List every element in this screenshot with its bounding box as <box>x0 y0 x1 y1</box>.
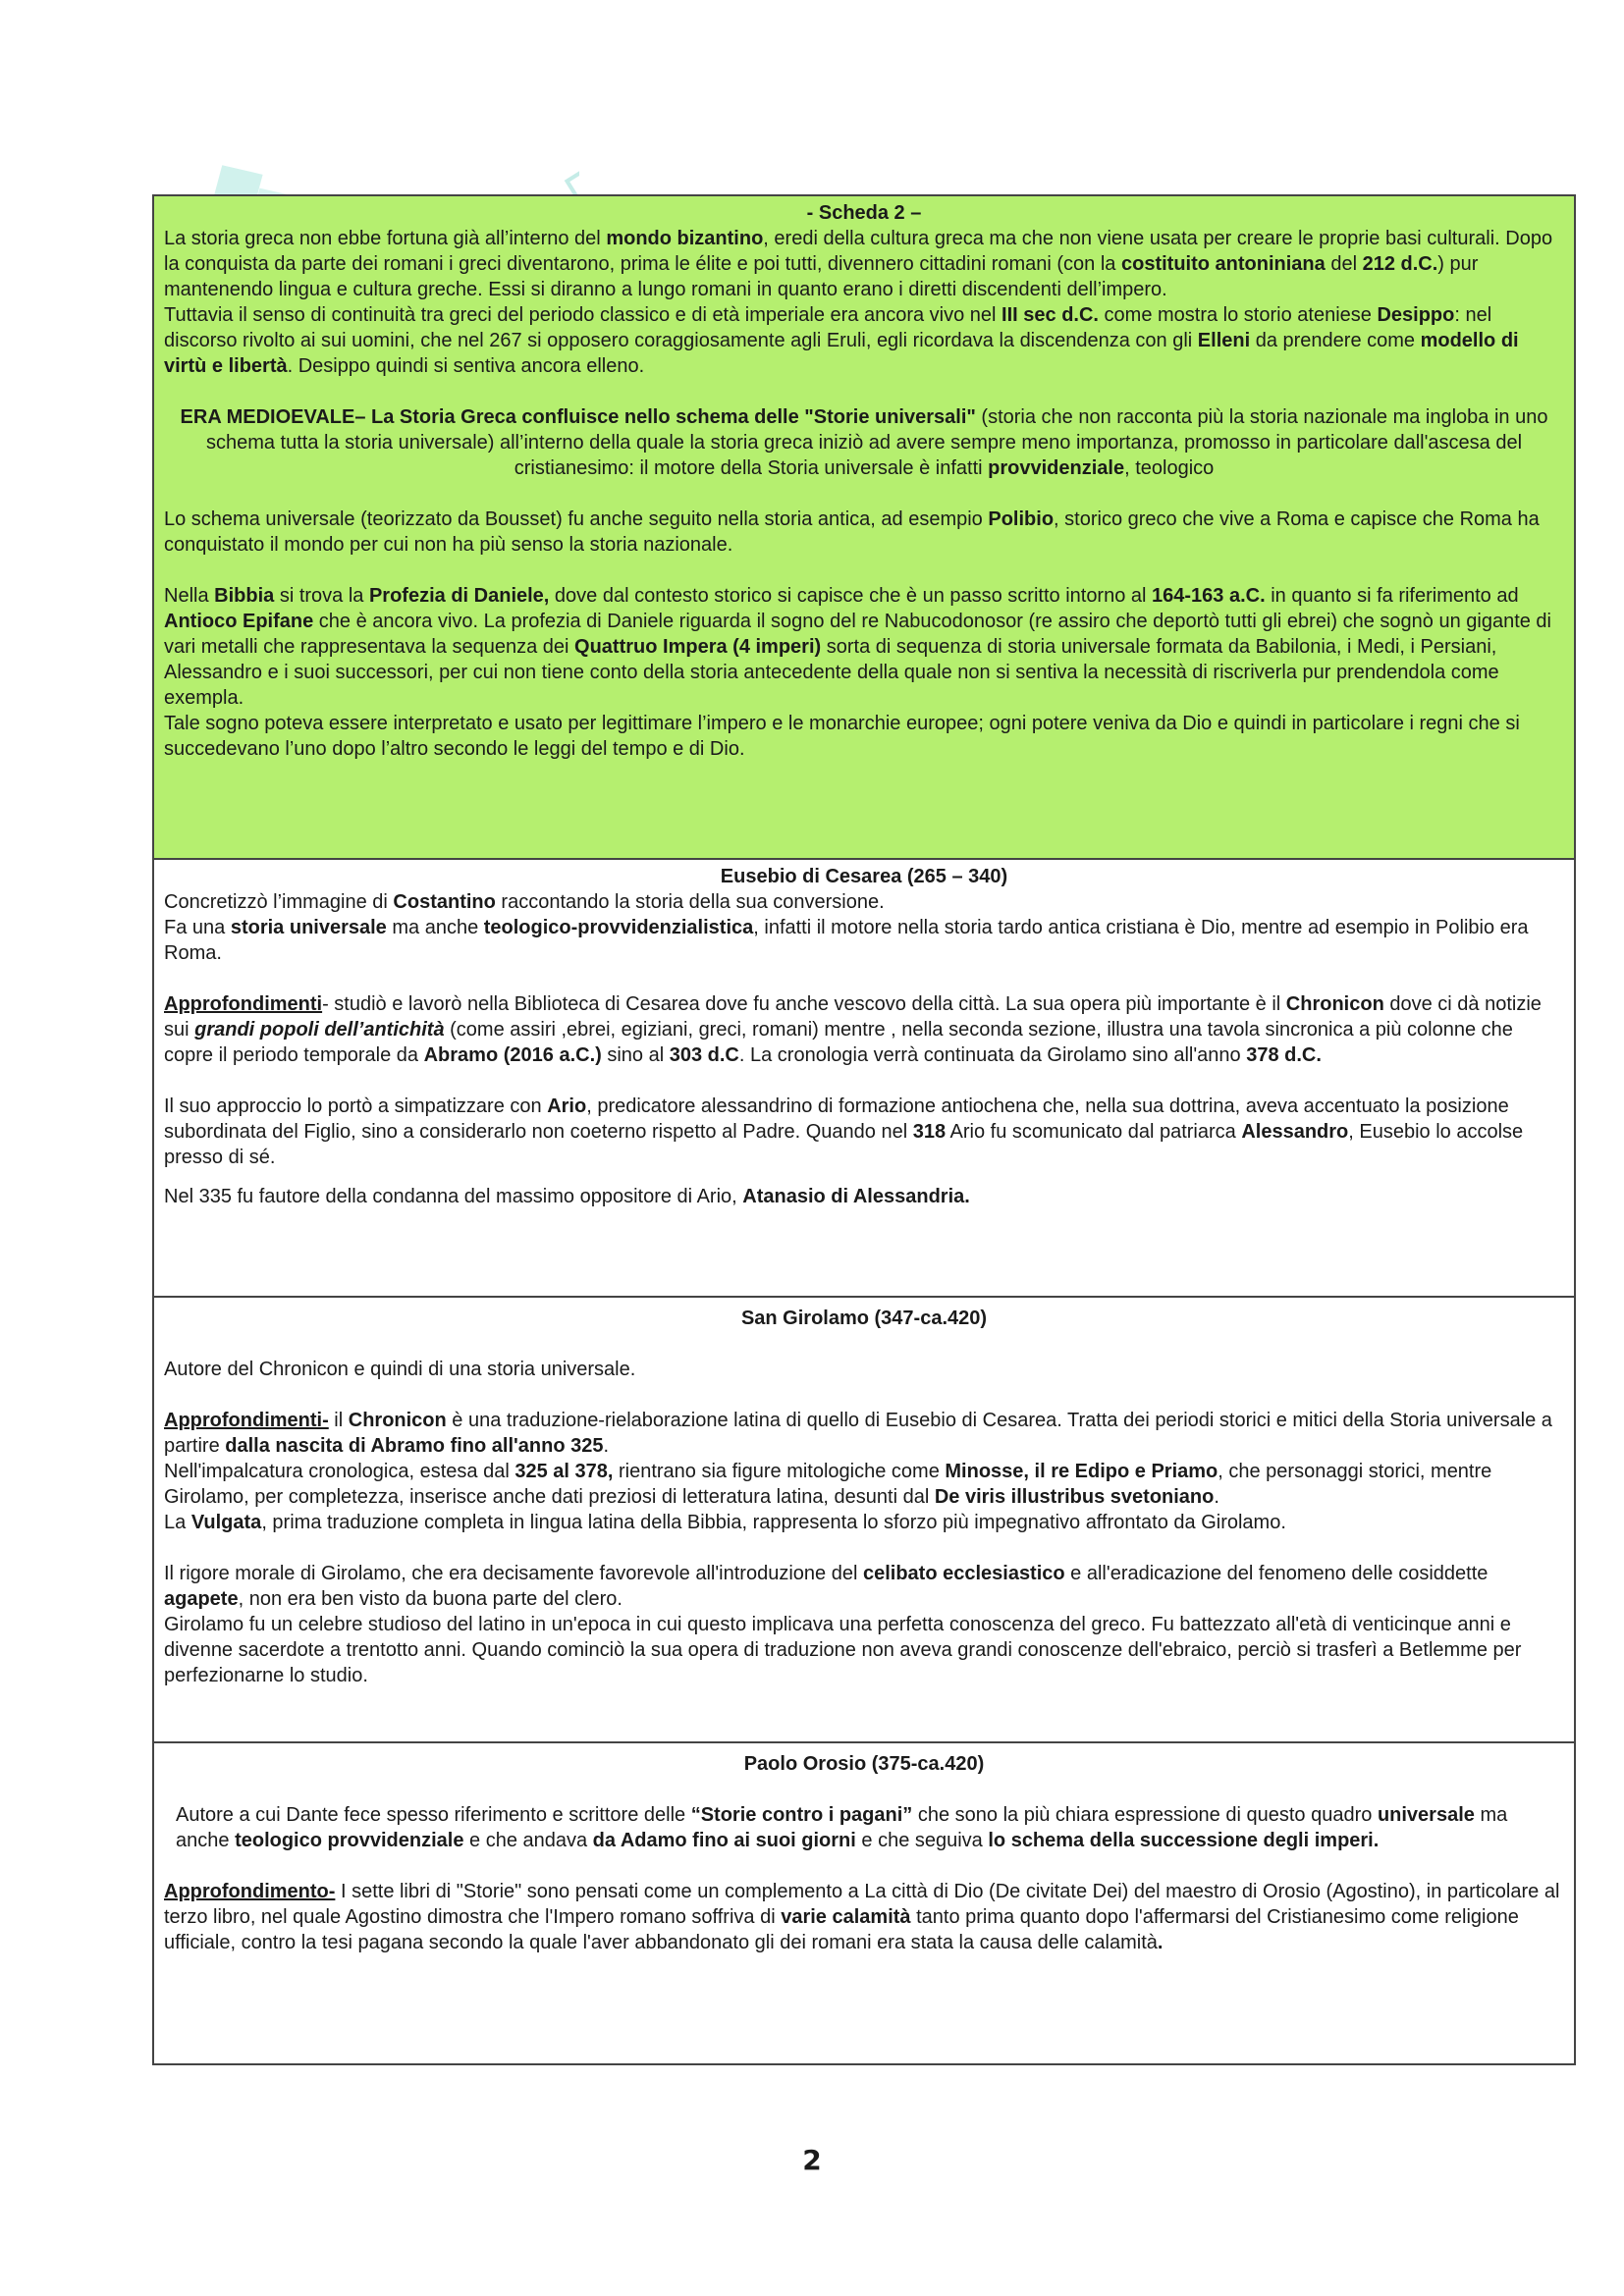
section-scheda-2 <box>154 196 1574 858</box>
paragraph: La storia greca non ebbe fortuna già all’interno del mondo bizantino, eredi della cultura greca ma che non viene usata per creare le proprie basi culturali. Dopo la conquista da parte dei romani i greci diventarono, prima le élite e poi tutti, divennero cittadini romani (con la costituito antoniniana del 212 d.C.) pur mantenendo lingua e cultura greche. Essi si diranno a lungo romani in quanto erano i diretti discendenti dell’impero. <box>164 228 1553 300</box>
paragraph: Nella Bibbia si trova la Profezia di Daniele, dove dal contesto storico si capisce che è un passo scritto intorno al 164-163 a.C. in quanto si fa riferimento ad Antioco Epifane che è ancora vivo. La profezia di Daniele riguarda il sogno del re Nabucodonosor (re assiro che deportò tutti gli ebrei) che sognò un gigante di vari metalli che rappresentava la sequenza dei Quattruo Impera (4 imperi) sorta di sequenza di storia universale formata da Babilonia, i Medi, i Persiani, Alessandro e i suoi successori, per cui non tiene conto della storia antecedente della quale non si sentiva la necessità di riscriverla pur prendendola come exempla. <box>164 585 1551 709</box>
paragraph: Fa una storia universale ma anche teologico-provvidenzialistica, infatti il motore nella storia tardo antica cristiana è Dio, mentre ad esempio in Polibio era Roma. <box>164 917 1529 964</box>
paragraph: Autore del Chronicon e quindi di una storia universale. <box>164 1359 636 1380</box>
section-paolo-orosio <box>154 1741 1574 2063</box>
section-heading: Eusebio di Cesarea (265 – 340) <box>720 866 1008 887</box>
paragraph: La Vulgata, prima traduzione completa in lingua latina della Bibbia, rappresenta lo sforzo più impegnativo affrontato da Girolamo. <box>164 1512 1286 1533</box>
section-san-girolamo <box>154 1296 1574 1741</box>
paragraph-era-medioevale: ERA MEDIOEVALE– La Storia Greca confluisce nello schema delle "Storie universali" (storia che non racconta più la storia nazionale ma ingloba in uno schema tutta la storia universale) all’interno della quale la storia greca iniziò ad avere sempre meno importanza, promosso in particolare dall'ascesa del cristianesimo: il motore della Storia universale è infatti provvidenziale, teologico <box>180 406 1548 479</box>
paragraph: Girolamo fu un celebre studioso del latino in un'epoca in cui questo implicava una perfetta conoscenza del greco. Fu battezzato all'età di venticinque anni e divenne sacerdote a trentotto anni. Quando cominciò la sua opera di traduzione non aveva grandi conoscenze dell'ebraico, perciò si trasferì a Betlemme per perfezionarne lo studio. <box>164 1614 1522 1686</box>
section-heading: - Scheda 2 – <box>806 202 922 224</box>
paragraph: Nel 335 fu fautore della condanna del massimo oppositore di Ario, Atanasio di Alessandria. <box>164 1186 970 1207</box>
document-table <box>152 194 1576 2065</box>
paragraph: Tale sogno poteva essere interpretato e usato per legittimare l’impero e le monarchie europee; ogni potere veniva da Dio e quindi in particolare i regni che si succedevano l’uno dopo l’altro secondo le leggi del tempo e di Dio. <box>164 713 1520 760</box>
paragraph-approfondimenti: Approfondimenti- il Chronicon è una traduzione-rielaborazione latina di quello di Eusebio di Cesarea. Tratta dei periodi storici e mitici della Storia universale a partire dalla nascita di Abramo fino all'anno 325. <box>164 1410 1552 1457</box>
paragraph: Il suo approccio lo portò a simpatizzare con Ario, predicatore alessandrino di formazione antiochena che, nella sua dottrina, aveva accentuato la posizione subordinata del Figlio, sino a considerarlo non coeterno rispetto al Padre. Quando nel 318 Ario fu scomunicato dal patriarca Alessandro, Eusebio lo accolse presso di sé. <box>164 1095 1524 1168</box>
paragraph: Concretizzò l’immagine di Costantino raccontando la storia della sua conversione. <box>164 891 885 913</box>
section-heading: Paolo Orosio (375-ca.420) <box>743 1753 985 1775</box>
paragraph-approfondimento: Approfondimento- I sette libri di "Storie" sono pensati come un complemento a La città di Dio (De civitate Dei) del maestro di Orosio (Agostino), in particolare al terzo libro, nel quale Agostino dimostra che l'Impero romano soffriva di varie calamità tanto prima quanto dopo l'affermarsi del Cristianesimo come religione ufficiale, contro la tesi pagana secondo la quale l'aver abbandonato gli dei romani era stata la causa delle calamità. <box>164 1881 1560 1953</box>
paragraph: Tuttavia il senso di continuità tra greci del periodo classico e di età imperiale era ancora vivo nel III sec d.C. come mostra lo storio ateniese Desippo: nel discorso rivolto ai sui uomini, che nel 267 si opposero coraggiosamente agli Eruli, egli ricordava la discendenza con gli Elleni da prendere come modello di virtù e libertà. Desippo quindi si sentiva ancora elleno. <box>164 304 1519 377</box>
paragraph: Nell'impalcatura cronologica, estesa dal 325 al 378, rientrano sia figure mitologiche come Minosse, il re Edipo e Priamo, che personaggi storici, mentre Girolamo, per completezza, inserisce anche dati preziosi di letteratura latina, desunti dal De viris illustribus svetoniano. <box>164 1461 1492 1508</box>
paragraph: Autore a cui Dante fece spesso riferimento e scrittore delle “Storie contro i pagani” che sono la più chiara espressione di questo quadro universale ma anche teologico provvidenziale e che andava da Adamo fino ai suoi giorni e che seguiva lo schema della successione degli imperi. <box>176 1804 1508 1851</box>
section-heading: San Girolamo (347-ca.420) <box>740 1308 988 1329</box>
paragraph: Il rigore morale di Girolamo, che era decisamente favorevole all'introduzione del celibato ecclesiastico e all'eradicazione del fenomeno delle cosiddette agapete, non era ben visto da buona parte del clero. <box>164 1563 1489 1610</box>
section-eusebio <box>154 858 1574 1296</box>
paragraph-approfondimenti: Approfondimenti- studiò e lavorò nella Biblioteca di Cesarea dove fu anche vescovo della città. La sua opera più importante è il Chronicon dove ci dà notizie sui grandi popoli dell’antichità (come assiri ,ebrei, egiziani, greci, romani) mentre , nella seconda sezione, illustra una tavola sincronica a più colonne che copre il periodo temporale da Abramo (2016 a.C.) sino al 303 d.C. La cronologia verrà continuata da Girolamo sino all'anno 378 d.C. <box>164 993 1542 1066</box>
paragraph: Lo schema universale (teorizzato da Bousset) fu anche seguito nella storia antica, ad esempio Polibio, storico greco che vive a Roma e capisce che Roma ha conquistato il mondo per cui non ha più senso la storia nazionale. <box>164 508 1540 556</box>
page-number: 2 <box>802 2144 822 2176</box>
